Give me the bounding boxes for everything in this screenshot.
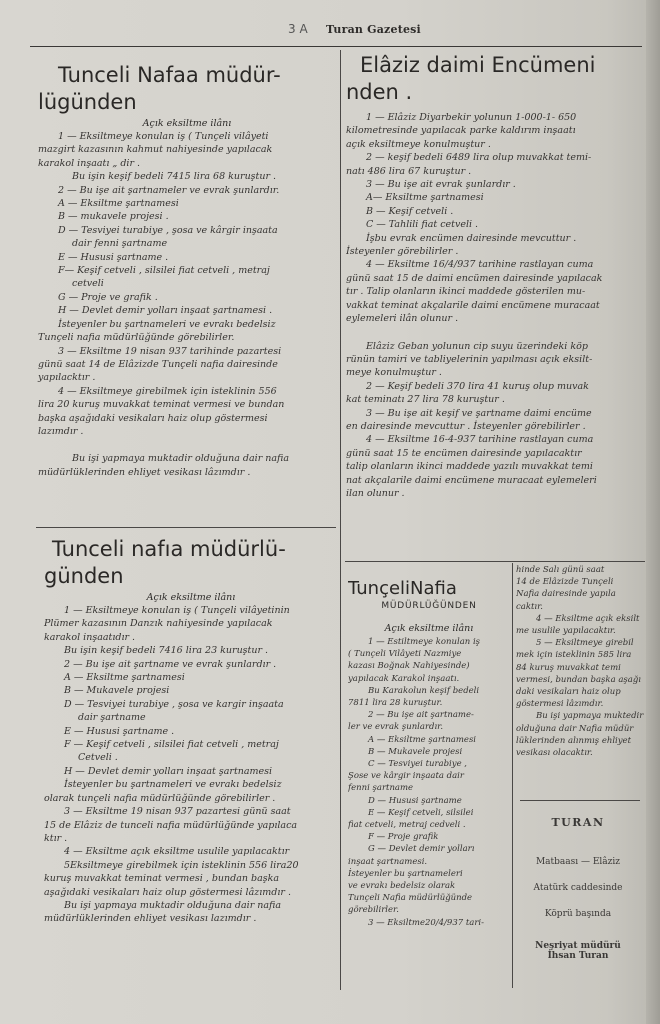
body-line: aşağıdaki vesikaları haiz olup göstermesi lâzımdır . [44, 886, 292, 898]
article-body [38, 130, 336, 479]
body-line: F — Proje grafik [368, 832, 439, 843]
body-line: ve evrakı bedelsiz olarak [348, 881, 456, 892]
headline-line1: Elâziz daimi Encümeni [360, 53, 596, 77]
body-line: F— Keşif cetveli , silsilei fiat cetveli , metraj [58, 265, 270, 277]
body-line: ilan olunur . [346, 487, 405, 499]
body-line: Bu işin keşif bedeli 7415 lira 68 kuruştur . [72, 171, 277, 183]
body-line: ler ve evrak şunlardır. [348, 722, 444, 733]
body-line: İsteyenler görebilirler . [346, 246, 459, 258]
headline-line2: lügünden [38, 90, 137, 114]
body-line: C — Tahlili fiat cetveli . [366, 219, 479, 231]
body-line: mazgirt kazasının kahmut nahiyesinde yapılacak [38, 144, 273, 156]
box-cont-body [516, 564, 644, 759]
body-line: B — Mukavele projesi [64, 685, 170, 697]
body-line: göstermesi lâzımdır. [516, 699, 604, 710]
body-line: 5 — Eksiltmeye girebil [536, 638, 634, 649]
body-line: Cetveli . [78, 752, 118, 764]
body-line: 4 — Eksiltme açık eksilt [536, 613, 640, 624]
imprint-brand: TURAN [551, 816, 605, 829]
body-line: müdürlüklerinden ehliyet vesikası lazımdır . [44, 913, 257, 925]
imprint [516, 816, 640, 961]
body-line: 3 — Eksiltme20/4/937 tari- [368, 917, 484, 928]
body-line: vesikası olacaktır. [516, 748, 593, 759]
body-line: 1 — Eksiltmeye konulan iş ( Tunçeli vilâyetinin [64, 605, 290, 616]
column-divider [340, 50, 341, 990]
article-tunceli-box [348, 578, 510, 929]
body-line: yapılacak Karakol inşaatı. [348, 673, 460, 684]
body-line: A — Eksiltme şartnamesi [64, 672, 185, 684]
body-line: en dairesinde mevcuttur . İsteyenler görebilirler . [346, 420, 586, 432]
body-line: Bu Karakolun keşif bedeli [368, 685, 480, 696]
body-line: yapılacktır . [38, 372, 96, 384]
body-line: kuruş muvakkat teminat vermesi , bundan başka [44, 873, 280, 885]
article-body [44, 604, 338, 926]
body-line: 1 — Estiltmeye konulan iş [368, 637, 481, 647]
imprint-rule [520, 800, 640, 801]
body-line: Bu işi yapmaya muktadir olduğuna dair nafia [72, 453, 290, 465]
body-line: vakkat teminat akçalarile daimi encümene muracaat [346, 299, 600, 311]
body-line: Plümer kazasının Danzık nahiyesinde yapılacak [44, 618, 273, 630]
body-line: günü saat 14 de Elâzizde Tunçeli nafia dairesinde [38, 358, 278, 370]
imprint-street: Atatürk caddesinde [533, 883, 623, 893]
body-line: 2 — keşif bedeli 6489 lira olup muvakkat temi- [366, 152, 592, 164]
body-line: natı 486 lira 67 kuruştur . [346, 165, 472, 177]
body-line: D — Hususi şartname [368, 795, 462, 806]
body-line: 2 — Bu işe ait şartname- [368, 710, 474, 721]
article-divider-left [36, 527, 336, 528]
body-line: A— Eksiltme şartnamesi [366, 192, 484, 204]
article-elaziz-encumen [346, 52, 642, 500]
body-line: nat akçalarile daimi encümene muracaat eylemeleri [346, 474, 597, 486]
body-line: İsteyenler bu şartnameleri ve evrakı bedelsiz [58, 318, 276, 330]
body-line: vermesi, bundan başka aşağı [516, 674, 641, 685]
masthead-rule [30, 46, 642, 47]
body-line: caktır. [516, 601, 543, 612]
body-line: ( Tunçeli Vilâyeti Nazmiye [348, 649, 462, 660]
box-divider [512, 563, 513, 988]
body-line: 2 — Keşif bedeli 370 lira 41 kuruş olup muvak [366, 380, 589, 392]
body-line: G — Proje ve grafik . [58, 291, 158, 303]
headline-line1: Tunceli Nafaa müdür- [58, 63, 281, 87]
body-line: açık eksiltmeye konulmuştur . [346, 138, 491, 150]
box-subtitle-2: Açık eksiltme ilânı [384, 623, 474, 634]
body-line: 1 — Eksiltmeye konulan iş ( Tunçeli vilâyeti [58, 131, 269, 142]
headline-line2: nden . [346, 80, 413, 104]
body-line: daki vesikaları haiz olup [516, 687, 621, 698]
body-line: A — Eksiltme şartnamesi [368, 734, 477, 745]
body-line: rünün tamiri ve tabliyelerinin yapılması açık eksilt- [346, 353, 593, 365]
imprint-place: Köprü başında [544, 909, 612, 919]
article-tunceli-nafia [44, 536, 338, 926]
body-line: 4 — Eksiltme açık eksiltme usulile yapılacaktır [64, 846, 290, 858]
body-line: Bu işin keşif bedeli 7416 lira 23 kuruştur . [64, 645, 269, 657]
body-line: kilometresinde yapılacak parke kaldırım inşaatı [346, 125, 576, 137]
body-line: E — Keşif cetveli, silsilei [368, 807, 474, 818]
body-line: olarak tunçeli nafia müdürlüğünde görebilirler . [44, 792, 276, 804]
body-line: fenni şartname [348, 783, 414, 794]
body-line: D — Tesviyei turabiye , şosa ve kârgir inşaata [58, 224, 278, 236]
body-line: H — Devlet demir yolları inşaat şartnamesi . [58, 305, 273, 317]
body-line: F — Keşif cetveli , silsilei fiat cetveli , metraj [64, 739, 279, 751]
body-line: karakol inşaatıdır . [44, 631, 136, 643]
body-line: görebilirler. [348, 905, 399, 916]
body-line: İşbu evrak encümen dairesinde mevcuttur . [366, 232, 577, 244]
article-body [346, 111, 642, 500]
body-line: cetveli [72, 278, 104, 290]
body-line: 7811 lira 28 kuruştur. [348, 698, 443, 709]
box-body [348, 636, 510, 929]
body-line: E — Hususi şartname . [58, 251, 169, 263]
body-line: Bu işi yapmaya muktedir [536, 711, 644, 722]
page-edge [646, 0, 660, 1024]
body-line: inşaat şartnamesi. [348, 856, 428, 867]
body-line: E — Hususi şartname . [64, 725, 175, 737]
body-line: 3 — Eksiltme 19 nisan 937 pazartesi günü saat [64, 806, 291, 818]
body-line: kat teminatı 27 lira 78 kuruştur . [346, 394, 505, 406]
body-line: 14 de Elâzizde Tunçeli [516, 577, 614, 588]
article-subtitle: Açık eksiltme ilânı [142, 118, 232, 129]
body-line: günü saat 15 te encümen dairesinde yapılacaktır [346, 447, 582, 459]
body-line: 2 — Bu işe ait şartnameler ve evrak şunlardır. [58, 184, 280, 196]
body-line: İsteyenler bu şartnameleri [348, 868, 463, 879]
body-line: dair şartname [78, 712, 146, 724]
body-line: kazası Boğnak Nahiyesinde) [348, 661, 470, 672]
body-line: Nafia dairesinde yapıla [516, 589, 616, 600]
body-line: eylemeleri ilân olunur . [346, 313, 459, 325]
body-line: A — Eksiltme şartnamesi [58, 198, 179, 210]
body-line: 3 — Eksiltme 19 nisan 937 tarihinde pazartesi [58, 345, 282, 357]
body-line: tır . Talip olanların ikinci maddede gösterilen mu- [346, 286, 586, 298]
body-line: lazımdır . [38, 425, 84, 437]
body-line: başka aşağıdaki vesikaları haiz olup göstermesi [38, 412, 268, 424]
body-line: 2 — Bu işe ait şartname ve evrak şunlardır . [64, 658, 277, 670]
page-mark: 3 A [288, 22, 308, 36]
body-line: lira 20 kuruş muvakkat teminat vermesi ve bundan [38, 399, 285, 411]
article-subtitle: Açık eksiltme ilânı [146, 592, 236, 603]
body-line: B — Keşif cetveli . [366, 205, 454, 217]
body-line: 5Eksiltmeye girebilmek için isteklinin 556 lira20 [64, 859, 299, 871]
article-divider-right [345, 561, 645, 562]
body-line: meye konulmuştur . [346, 367, 442, 379]
body-line: dair fenni şartname [72, 238, 168, 250]
imprint-director-label: Neşriyat müdürü [535, 941, 621, 951]
body-line: Tunçeli nafia müdürlüğünde görebilirler. [38, 332, 235, 344]
body-line: müdürlüklerinden ehliyet vesikası lâzımdır . [38, 466, 251, 478]
body-line: B — Mukavele projesi [368, 746, 463, 757]
body-line: günü saat 15 de daimi encümen dairesinde yapılacak [346, 272, 603, 284]
body-line: me usulile yapılacaktır. [516, 626, 616, 637]
body-line: Elâziz Geban yolunun cip suyu üzerindeki köp [366, 340, 588, 352]
imprint-press: Matbaası — Elâziz [535, 857, 621, 867]
body-line: fiat cetveli, metraj cedveli . [348, 820, 466, 831]
body-line: H — Devlet demir yolları inşaat şartnamesi [64, 765, 273, 777]
body-line: 84 kuruş muvakkat temi [516, 662, 621, 673]
body-line: İsteyenler bu şartnameleri ve evrakı bedelsiz [64, 779, 282, 791]
paper-name: Turan Gazetesi [326, 23, 421, 36]
body-line: Tunçeli Nafia müdürlüğünde [348, 893, 473, 904]
body-line: 4 — Eksiltmeye girebilmek için isteklinin 556 [58, 385, 277, 397]
body-line: 4 — Eksiltme 16-4-937 tarihine rastlayan cuma [366, 434, 594, 446]
body-line: karakol inşaatı „ dir . [38, 157, 141, 169]
article-tunceli-box-continued [516, 564, 644, 759]
body-line: 1 — Elâziz Diyarbekir yolunun 1-000-1- 650 [366, 112, 577, 123]
imprint-director-name: İhsan Turan [547, 951, 609, 961]
body-line: hinde Salı günü saat [516, 565, 605, 575]
headline-line2: günden [44, 564, 124, 588]
body-line: Bu işi yapmaya muktadir olduğuna dair nafia [64, 899, 282, 911]
body-line: 15 de Elâziz de tunceli nafia müdürlüğünde yapılaca [44, 819, 298, 831]
body-line: C — Tesviyei turabiye , [368, 759, 467, 770]
body-line: 3 — Bu işe ait evrak şunlardır . [366, 179, 516, 191]
box-headline: TunçeliNafia [348, 578, 457, 599]
body-line: 3 — Bu işe ait keşif ve şartname daimi encüme [366, 407, 592, 419]
article-tunceli-nafaa [38, 62, 336, 479]
body-line: 4 — Eksiltme 16/4/937 tarihine rastlayan cuma [366, 259, 594, 271]
box-subtitle: MÜDÜRLÜĞÜNDEN [381, 601, 477, 611]
body-line: B — mukavele projesi . [58, 211, 169, 223]
body-line: Şose ve kârgir inşaata dair [348, 771, 464, 782]
masthead [30, 18, 640, 46]
body-line: talip olanların ikinci maddede yazılı muvakkat temi [346, 461, 593, 473]
body-line: mek için isteklinin 585 lira [516, 650, 632, 661]
headline-line1: Tunceli nafıa müdürlü- [52, 537, 286, 561]
body-line: olduğuna dair Nafia müdür [516, 723, 634, 734]
body-line: D — Tesviyei turabiye , şosa ve kargir inşaata [64, 698, 284, 710]
body-line: ktır . [44, 832, 68, 844]
body-line: lüklerinden alınmış ehliyet [516, 735, 632, 746]
body-line: G — Devlet demir yolları [368, 844, 475, 855]
